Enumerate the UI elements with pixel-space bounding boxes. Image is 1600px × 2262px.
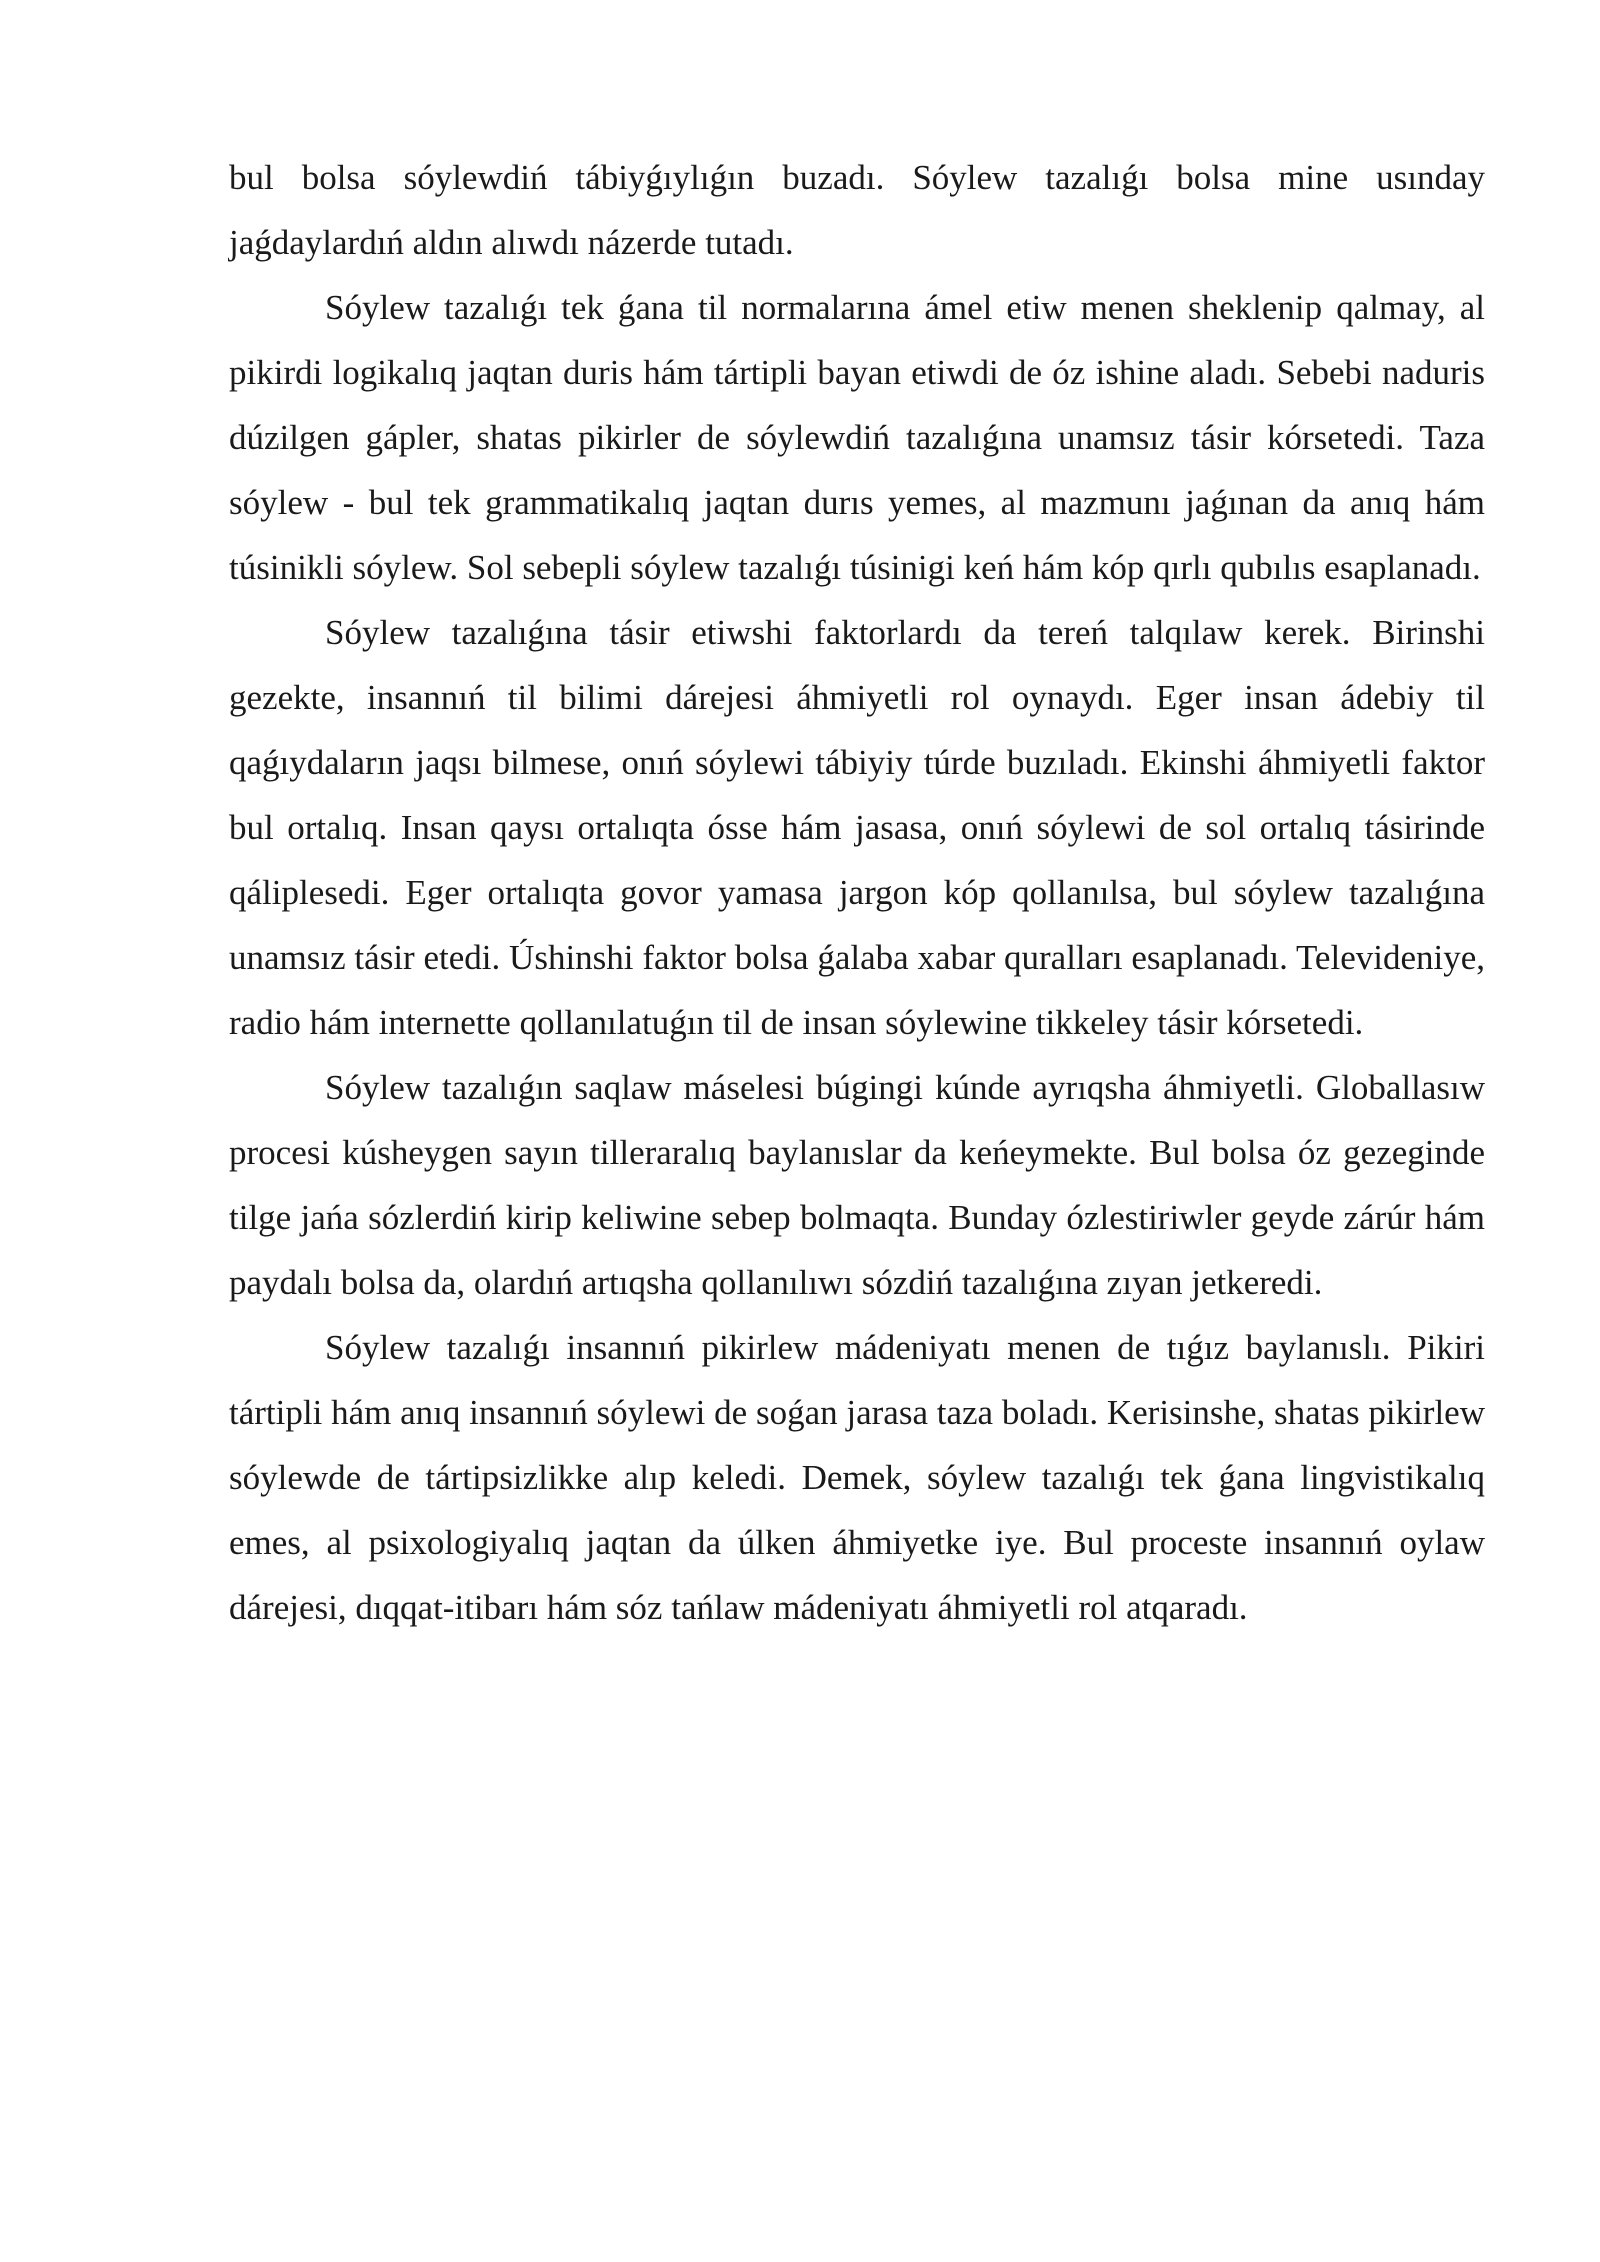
body-text <box>229 145 1485 1640</box>
paragraph: Sóylew tazalıǵın saqlaw máselesi búgingi kúnde ayrıqsha áhmiyetli. Globallasıw procesi kúsheygen sayın tilleraralıq baylanıslar da keńeymekte. Bul bolsa óz gezeginde tilge jańa sózlerdiń kirip keliwine sebep bolmaqta. Bunday ózlestiriwler geyde zárúr hám paydalı bolsa da, olardıń artıqsha qollanılıwı sózdiń tazalıǵına zıyan jetkeredi. <box>229 1068 1485 1302</box>
paragraph: Sóylew tazalıǵı tek ǵana til normalarına ámel etiw menen sheklenip qalmay, al pikirdi logikalıq jaqtan duris hám tártipli bayan etiwdi de óz ishine aladı. Sebebi naduris dúzilgen gápler, shatas pikirler de sóylewdiń tazalıǵına unamsız tásir kórsetedi. Taza sóylew - bul tek grammatikalıq jaqtan durıs yemes, al mazmunı jaǵınan da anıq hám túsinikli sóylew. Sol sebepli sóylew tazalıǵı túsinigi keń hám kóp qırlı qubılıs esaplanadı. <box>229 288 1485 587</box>
paragraph: Sóylew tazalıǵı insannıń pikirlew mádeniyatı menen de tıǵız baylanıslı. Pikiri tártipli hám anıq insannıń sóylewi de soǵan jarasa taza boladı. Kerisinshe, shatas pikirlew sóylewde de tártipsizlikke alıp keledi. Demek, sóylew tazalıǵı tek ǵana lingvistikalıq emes, al psixologiyalıq jaqtan da úlken áhmiyetke iye. Bul proceste insannıń oylaw dárejesi, dıqqat-itibarı hám sóz tańlaw mádeniyatı áhmiyetli rol atqaradı. <box>229 1328 1485 1627</box>
paragraph-continuation: bul bolsa sóylewdiń tábiyǵıylıǵın buzadı. Sóylew tazalıǵı bolsa mine usınday jaǵdaylardıń aldın alıwdı názerde tutadı. <box>229 158 1485 262</box>
paragraph: Sóylew tazalıǵına tásir etiwshi faktorlardı da tereń talqılaw kerek. Birinshi gezekte, insannıń til bilimi dárejesi áhmiyetli rol oynaydı. Eger insan ádebiy til qaǵıydaların jaqsı bilmese, onıń sóylewi tábiyiy túrde buzıladı. Ekinshi áhmiyetli faktor bul ortalıq. Insan qaysı ortalıqta ósse hám jasasa, onıń sóylewi de sol ortalıq tásirinde qáliplesedi. Eger ortalıqta govor yamasa jargon kóp qollanılsa, bul sóylew tazalıǵına unamsız tásir etedi. Úshinshi faktor bolsa ǵalaba xabar quralları esaplanadı. Televideniye, radio hám internette qollanılatuǵın til de insan sóylewine tikkeley tásir kórsetedi. <box>229 613 1485 1042</box>
